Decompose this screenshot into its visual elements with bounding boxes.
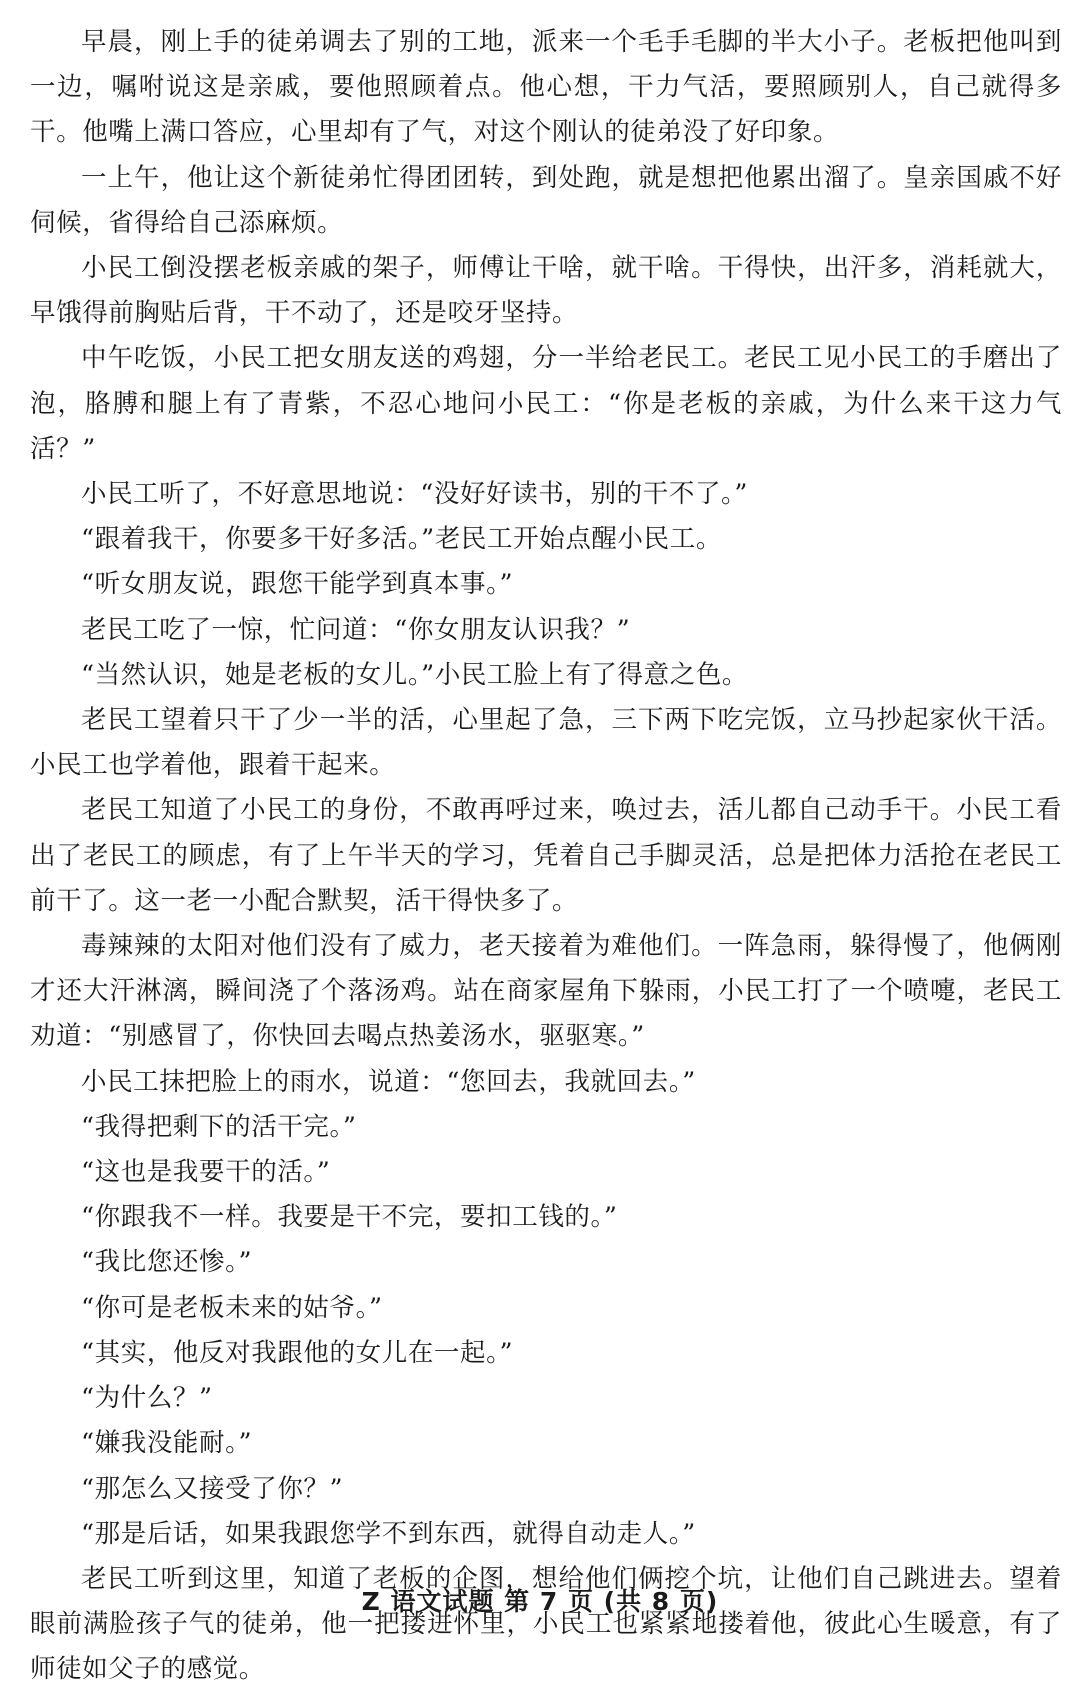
paragraph: 中午吃饭，小民工把女朋友送的鸡翅，分一半给老民工。老民工见小民工的手磨出了泡，胳膊和腿上有了青紫，不忍心地问小民工：“你是老板的亲戚，为什么来干这力气活？”	[30, 343, 1062, 464]
paragraph: 小民工听了，不好意思地说：“没好好读书，别的干不了。”	[81, 479, 749, 510]
paragraph: “这也是我要干的活。”	[81, 1157, 331, 1188]
paragraph: 小民工倒没摆老板亲戚的架子，师傅让干啥，就干啥。干得快，出汗多，消耗就大，早饿得前胸贴后背，干不动了，还是咬牙坚持。	[30, 253, 1062, 329]
paragraph: 老民工吃了一惊，忙问道：“你女朋友认识我？”	[81, 614, 631, 645]
paragraph: “你跟我不一样。我要是干不完，要扣工钱的。”	[81, 1202, 618, 1233]
paragraph: “为什么？”	[81, 1383, 213, 1414]
paragraph: 老民工望着只干了少一半的活，心里起了急，三下两下吃完饭，立马抄起家伙干活。小民工也学着他，跟着干起来。	[30, 705, 1062, 781]
story-text	[30, 20, 1062, 1693]
paragraph: “当然认识，她是老板的女儿。”小民工脸上有了得意之色。	[81, 659, 749, 690]
paragraph: “我比您还惨。”	[81, 1247, 253, 1278]
paragraph: 小民工抹把脸上的雨水，说道：“您回去，我就回去。”	[81, 1066, 696, 1097]
paragraph: “你可是老板未来的姑爷。”	[81, 1292, 383, 1323]
paragraph: 老民工听到这里，知道了老板的企图，想给他们俩挖个坑，让他们自己跳进去。望着眼前满脸孩子气的徒弟，他一把搂进怀里，小民工也紧紧地搂着他，彼此心生暖意，有了师徒如父子的感觉。	[30, 1563, 1062, 1685]
paragraph: 一上午，他让这个新徒弟忙得团团转，到处跑，就是想把他累出溜了。皇亲国戚不好伺候，省得给自己添麻烦。	[30, 162, 1062, 238]
paragraph: 早晨，刚上手的徒弟调去了别的工地，派来一个毛手毛脚的半大小子。老板把他叫到一边，嘱咐说这是亲戚，要他照顾着点。他心想，干力气活，要照顾别人，自己就得多干。他嘴上满口答应，心里却有了气，对这个刚认的徒弟没了好印象。	[30, 27, 1062, 148]
paragraph: “听女朋友说，跟您干能学到真本事。”	[81, 569, 514, 600]
paragraph: “其实，他反对我跟他的女儿在一起。”	[81, 1337, 514, 1368]
paragraph: “那怎么又接受了你？”	[81, 1473, 344, 1504]
paragraph: “跟着我干，你要多干好多活。”老民工开始点醒小民工。	[81, 524, 722, 555]
paragraph: “我得把剩下的活干完。”	[81, 1111, 357, 1142]
paragraph: “那是后话，如果我跟您学不到东西，就得自动走人。”	[81, 1518, 696, 1549]
paragraph: 老民工知道了小民工的身份，不敢再呼过来，唤过去，活儿都自己动手干。小民工看出了老民工的顾虑，有了上午半天的学习，凭着自己手脚灵活，总是把体力活抢在老民工前干了。这一老一小配合默契，活干得快多了。	[30, 795, 1062, 916]
paragraph: “嫌我没能耐。”	[81, 1428, 253, 1459]
page-footer: Z 语文试题 第 7 页 (共 8 页)	[361, 1587, 719, 1616]
paragraph: 毒辣辣的太阳对他们没有了威力，老天接着为难他们。一阵急雨，躲得慢了，他俩刚才还大汗淋漓，瞬间浇了个落汤鸡。站在商家屋角下躲雨，小民工打了一个喷嚏，老民工劝道：“别感冒了，你快回去喝点热姜汤水，驱驱寒。”	[30, 931, 1062, 1052]
